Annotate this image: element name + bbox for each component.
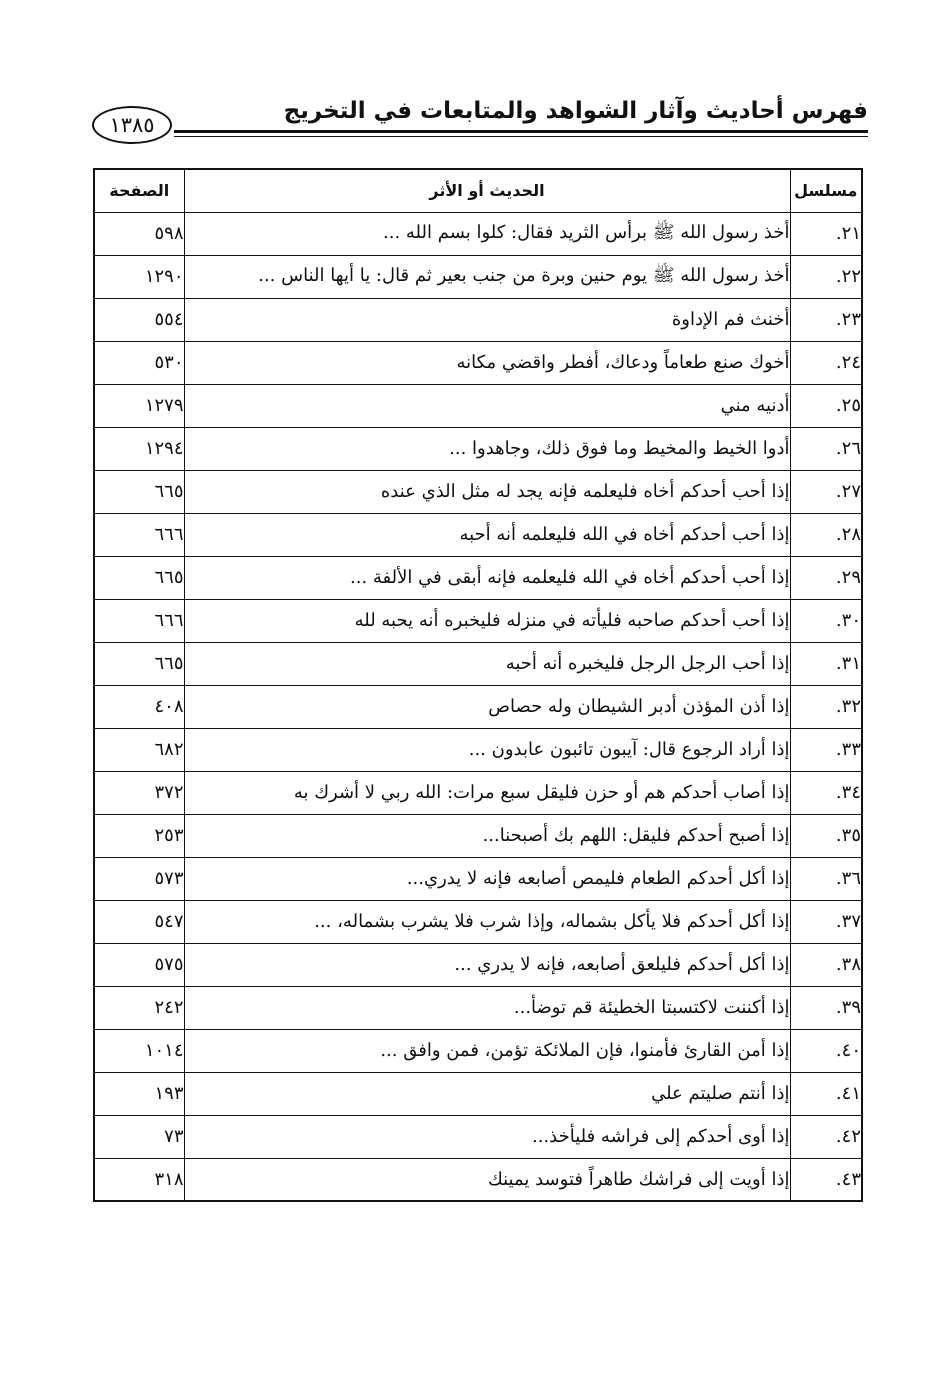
page-number-cell: ٢٥٣ xyxy=(94,814,184,857)
table-row xyxy=(94,642,862,685)
serial-cell: ٢٣. xyxy=(790,298,862,341)
hadith-text-cell: إذا أوى أحدكم إلى فراشه فليأخذ... xyxy=(184,1115,790,1158)
page-number-cell: ٦٦٦ xyxy=(94,599,184,642)
page-number-cell: ٦٦٦ xyxy=(94,513,184,556)
serial-cell: ٤٠. xyxy=(790,1029,862,1072)
page-number-cell: ٥٧٣ xyxy=(94,857,184,900)
table-row xyxy=(94,1072,862,1115)
hadith-text-cell: أخذ رسول الله ﷺ برأس الثريد فقال: كلوا بسم الله ... xyxy=(184,212,790,255)
hadith-text-cell: إذا أصبح أحدكم فليقل: اللهم بك أصبحنا... xyxy=(184,814,790,857)
header-rule xyxy=(174,130,868,133)
table-row xyxy=(94,771,862,814)
page-number-cell: ١٢٩٤ xyxy=(94,427,184,470)
page-number-cell: ٣١٨ xyxy=(94,1158,184,1201)
serial-cell: ٢١. xyxy=(790,212,862,255)
serial-cell: ٢٧. xyxy=(790,470,862,513)
serial-cell: ٤٢. xyxy=(790,1115,862,1158)
table-row xyxy=(94,599,862,642)
hadith-text-cell: إذا أكل أحدكم فلا يأكل بشماله، وإذا شرب فلا يشرب بشماله، ... xyxy=(184,900,790,943)
page-number-cell: ٦٨٢ xyxy=(94,728,184,771)
hadith-text-cell: إذا أحب أحدكم أخاه في الله فليعلمه أنه أحبه xyxy=(184,513,790,556)
page-number-cell: ٥٩٨ xyxy=(94,212,184,255)
hadith-text-cell: إذا أحب أحدكم أخاه في الله فليعلمه فإنه أبقى في الألفة ... xyxy=(184,556,790,599)
table-row xyxy=(94,857,862,900)
table-row xyxy=(94,728,862,771)
page-number: ١٣٨٥ xyxy=(92,106,172,144)
hadith-index-table xyxy=(93,168,863,1202)
table-row xyxy=(94,427,862,470)
hadith-text-cell: أخنث فم الإداوة xyxy=(184,298,790,341)
serial-cell: ٤٣. xyxy=(790,1158,862,1201)
table-row xyxy=(94,298,862,341)
hadith-text-cell: أدنيه مني xyxy=(184,384,790,427)
table-row xyxy=(94,384,862,427)
serial-cell: ٣٨. xyxy=(790,943,862,986)
hadith-text-cell: إذا أنتم صليتم علي xyxy=(184,1072,790,1115)
hadith-text-cell: أخذ رسول الله ﷺ يوم حنين وبرة من جنب بعير ثم قال: يا أيها الناس ... xyxy=(184,255,790,298)
table-row xyxy=(94,1029,862,1072)
serial-cell: ٣٩. xyxy=(790,986,862,1029)
page-title: فهرس أحاديث وآثار الشواهد والمتابعات في التخريج xyxy=(283,98,868,124)
table-row xyxy=(94,212,862,255)
serial-cell: ٢٤. xyxy=(790,341,862,384)
page-number-cell: ١٢٧٩ xyxy=(94,384,184,427)
table-row xyxy=(94,943,862,986)
hadith-text-cell: إذا أذن المؤذن أدبر الشيطان وله حصاص xyxy=(184,685,790,728)
serial-cell: ٣١. xyxy=(790,642,862,685)
serial-cell: ٣٥. xyxy=(790,814,862,857)
table-row xyxy=(94,255,862,298)
serial-cell: ٢٩. xyxy=(790,556,862,599)
page-number-cell: ٦٦٥ xyxy=(94,470,184,513)
page-number-cell: ٣٧٢ xyxy=(94,771,184,814)
table-row xyxy=(94,814,862,857)
hadith-text-cell: إذا أحب أحدكم صاحبه فليأته في منزله فليخبره أنه يحبه لله xyxy=(184,599,790,642)
page-number-cell: ٥٤٧ xyxy=(94,900,184,943)
table-row xyxy=(94,986,862,1029)
serial-cell: ٣٤. xyxy=(790,771,862,814)
table-row xyxy=(94,685,862,728)
hadith-text-cell: إذا أحب أحدكم أخاه فليعلمه فإنه يجد له مثل الذي عنده xyxy=(184,470,790,513)
page-number-cell: ٤٠٨ xyxy=(94,685,184,728)
hadith-text-cell: إذا أكننت لاكتسبتا الخطيئة قم توضأ... xyxy=(184,986,790,1029)
table-row xyxy=(94,513,862,556)
column-header-serial: مسلسل xyxy=(790,169,862,212)
table-row xyxy=(94,900,862,943)
hadith-text-cell: إذا أكل أحدكم فليلعق أصابعه، فإنه لا يدري ... xyxy=(184,943,790,986)
table-row xyxy=(94,1158,862,1201)
hadith-text-cell: إذا أكل أحدكم الطعام فليمص أصابعه فإنه لا يدري... xyxy=(184,857,790,900)
serial-cell: ٢٦. xyxy=(790,427,862,470)
header-rule-thin xyxy=(174,136,868,137)
serial-cell: ٣٦. xyxy=(790,857,862,900)
hadith-text-cell: إذا أصاب أحدكم هم أو حزن فليقل سبع مرات: الله ربي لا أشرك به xyxy=(184,771,790,814)
table-row xyxy=(94,470,862,513)
column-header-page: الصفحة xyxy=(94,169,184,212)
serial-cell: ٣٧. xyxy=(790,900,862,943)
serial-cell: ٢٥. xyxy=(790,384,862,427)
page-number-cell: ١٠١٤ xyxy=(94,1029,184,1072)
page-number-cell: ٢٤٢ xyxy=(94,986,184,1029)
page-number-cell: ٥٣٠ xyxy=(94,341,184,384)
table-header-row xyxy=(94,169,862,212)
page-header xyxy=(92,92,868,152)
serial-cell: ٤١. xyxy=(790,1072,862,1115)
page-number-cell: ٥٥٤ xyxy=(94,298,184,341)
hadith-text-cell: إذا أمن القارئ فأمنوا، فإن الملائكة تؤمن، فمن وافق ... xyxy=(184,1029,790,1072)
page-number-cell: ٥٧٥ xyxy=(94,943,184,986)
page-number-cell: ٦٦٥ xyxy=(94,642,184,685)
page-number-cell: ٧٣ xyxy=(94,1115,184,1158)
serial-cell: ٢٢. xyxy=(790,255,862,298)
hadith-text-cell: أخوك صنع طعاماً ودعاك، أفطر واقضي مكانه xyxy=(184,341,790,384)
serial-cell: ٣٢. xyxy=(790,685,862,728)
page-number-cell: ٦٦٥ xyxy=(94,556,184,599)
page-number-cell: ١٢٩٠ xyxy=(94,255,184,298)
hadith-text-cell: إذا أويت إلى فراشك طاهراً فتوسد يمينك xyxy=(184,1158,790,1201)
hadith-text-cell: إذا أراد الرجوع قال: آيبون تائبون عابدون ... xyxy=(184,728,790,771)
serial-cell: ٢٨. xyxy=(790,513,862,556)
table-row xyxy=(94,341,862,384)
hadith-text-cell: إذا أحب الرجل الرجل فليخبره أنه أحبه xyxy=(184,642,790,685)
serial-cell: ٣٠. xyxy=(790,599,862,642)
page-number-cell: ١٩٣ xyxy=(94,1072,184,1115)
table-row xyxy=(94,1115,862,1158)
serial-cell: ٣٣. xyxy=(790,728,862,771)
column-header-text: الحديث أو الأثر xyxy=(184,169,790,212)
hadith-text-cell: أدوا الخيط والمخيط وما فوق ذلك، وجاهدوا ... xyxy=(184,427,790,470)
table-row xyxy=(94,556,862,599)
